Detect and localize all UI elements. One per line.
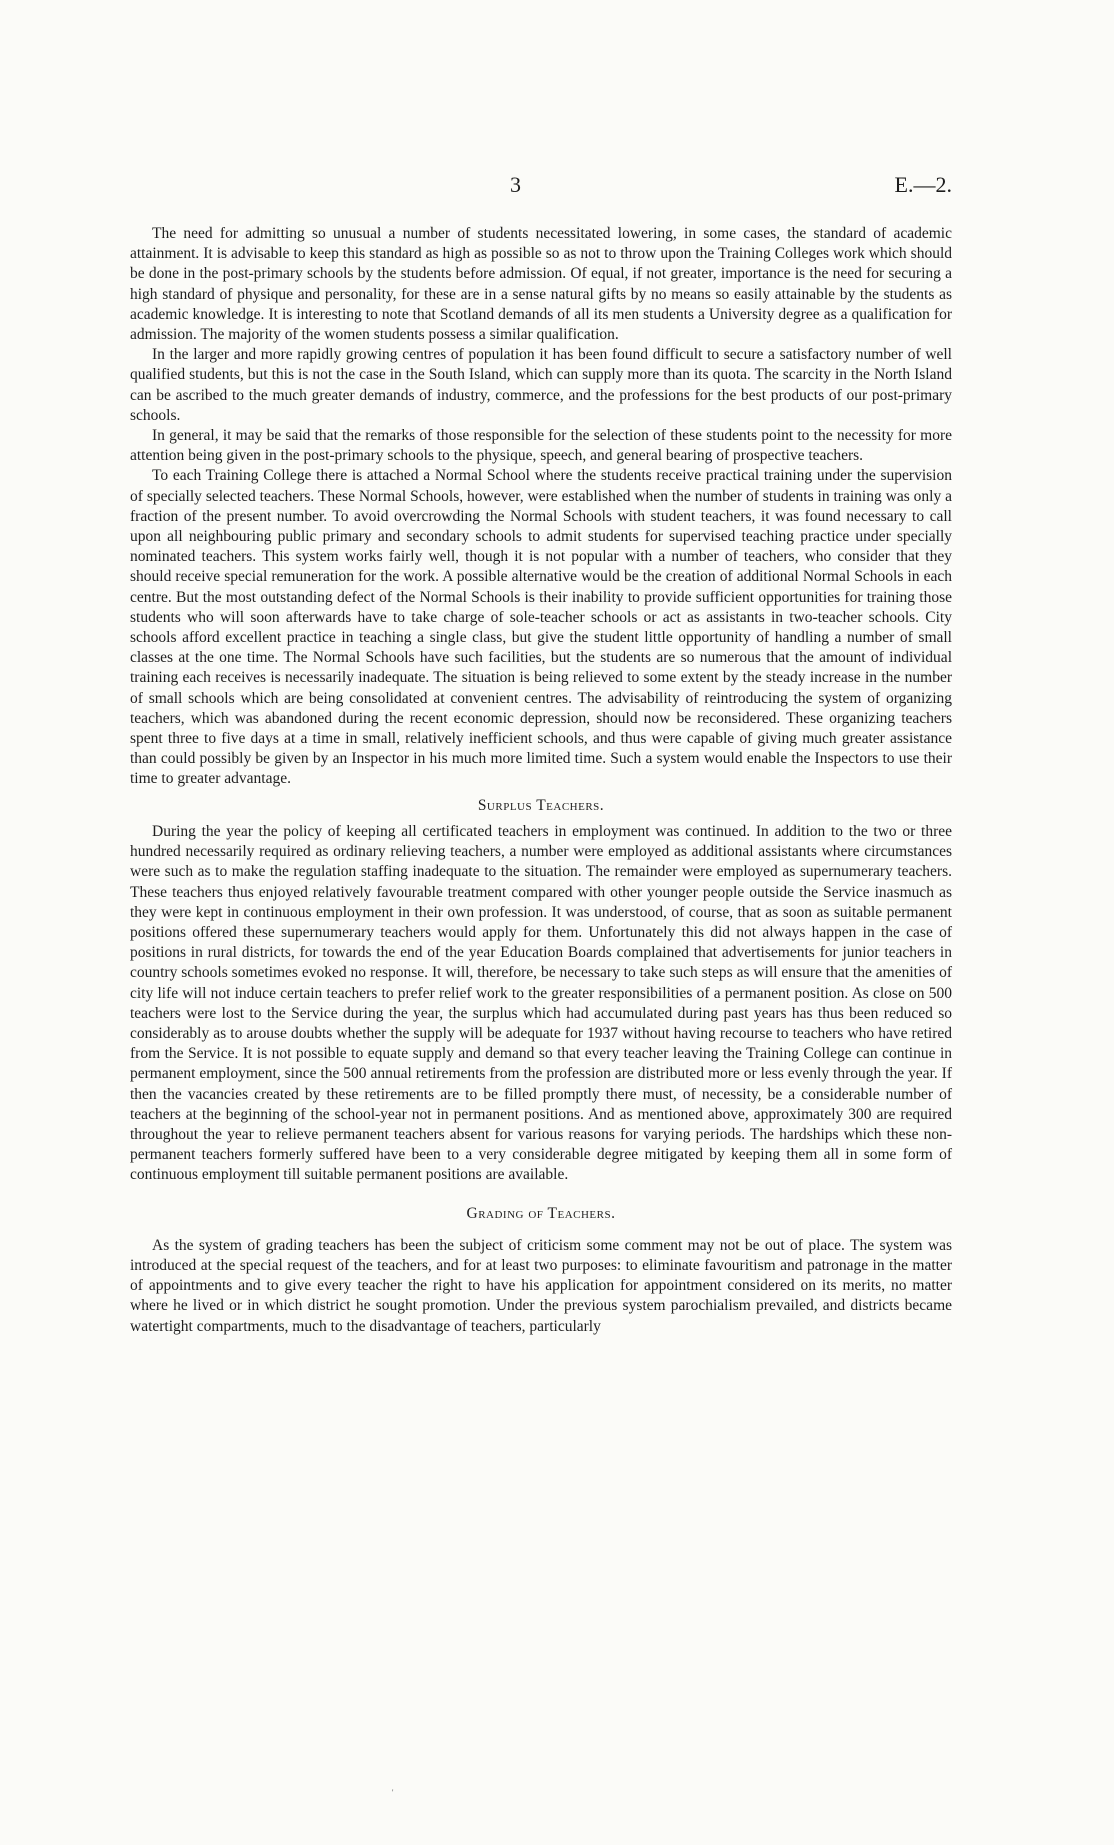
paragraph: As the system of grading teachers has been the subject of criticism some comment may not be out of place. The system was introduced at the special request of the teachers, and for at least two purposes: to eliminate favouritism and patronage in the matter of appointments and to give every teacher the right to have his application for appointment considered on its merits, no matter where he lived or in which district he sought promotion. Under the previous system parochialism prevailed, and districts became watertight compartments, much to the disadvantage of teachers, particularly [130,1236,952,1335]
document-body [130,224,952,1337]
paragraph: To each Training College there is attached a Normal School where the students receive practical training under the supervision of specially selected teachers. These Normal Schools, however, were established when the number of students in training was only a fraction of the present number. To avoid overcrowding the Normal Schools with student teachers, it was found necessary to call upon all neighbouring public primary and secondary schools to admit students for supervised teaching practice under specially nominated teachers. This system works fairly well, though it is not popular with a number of teachers, who consider that they should receive special remuneration for the work. A possible alternative would be the creation of additional Normal Schools in each centre. But the most outstanding defect of the Normal Schools is their inability to provide sufficient opportunities for training those students who will soon afterwards have to take charge of sole-teacher schools or act as assistants in two-teacher schools. City schools afford excellent practice in teaching a single class, but give the student little opportunity of handling a number of small classes at the one time. The Normal Schools have such facilities, but the students are so numerous that the amount of individual training each receives is necessarily inadequate. The situation is being relieved to some extent by the steady increase in the number of small schools which are being consolidated at convenient centres. The advisability of reintroducing the system of organizing teachers, which was abandoned during the recent economic depression, should now be reconsidered. These organizing teachers spent three to five days at a time in small, relatively inefficient schools, and thus were capable of giving much greater assistance than could possibly be given by an Inspector in his much more limited time. Such a system would enable the Inspectors to use their time to greater advantage. [130,467,952,788]
paragraph: During the year the policy of keeping all certificated teachers in employment was continued. In addition to the two or three hundred necessarily required as ordinary relieving teachers, a number were employed as additional assistants where circumstances were such as to make the regulation staffing inadequate to the situation. The remainder were employed as supernumerary teachers. These teachers thus enjoyed relatively favourable treatment compared with other younger people outside the Service inasmuch as they were kept in continuous employment in their own profession. It was understood, of course, that as soon as suitable permanent positions offered these supernumerary teachers would apply for them. Unfortunately this did not always happen in the case of positions in rural districts, for towards the end of the year Education Boards complained that advertisements for junior teachers in country schools sometimes evoked no response. It will, therefore, be necessary to take such steps as will ensure that the amenities of city life will not induce certain teachers to prefer relief work to the greater responsibilities of a permanent position. As close on 500 teachers were lost to the Service during the year, the surplus which had accumulated during past years has thus been reduced so considerably as to arouse doubts whether the supply will be adequate for 1937 without having recourse to teachers who have retired from the Service. It is not possible to equate supply and demand so that every teacher leaving the Training College can continue in permanent employment, since the 500 annual retirements from the profession are distributed more or less evenly through the year. If then the vacancies created by these retirements are to be filled promptly there must, of necessity, be a considerable number of teachers at the beginning of the school-year not in permanent positions. And as mentioned above, approximately 300 are required throughout the year to relieve permanent teachers absent for various reasons for varying periods. The hardships which these non-permanent teachers formerly suffered have been to a very considerable degree mitigated by keeping them all in some form of continuous employment till suitable permanent positions are available. [130,822,952,1184]
page-number: 3 [510,172,521,197]
stray-mark: ' [392,1788,394,1797]
document-reference: E.—2. [894,172,952,197]
page-header [130,172,952,202]
section-heading-surplus-teachers: Surplus Teachers. [477,796,605,814]
paragraph: In the larger and more rapidly growing centres of population it has been found difficult to secure a satisfactory number of well qualified students, but this is not the case in the South Island, which can supply more than its quota. The scarcity in the North Island can be ascribed to the much greater demands of industry, commerce, and the professions for the best products of our post-primary schools. [130,346,952,424]
section-heading-grading-of-teachers: Grading of Teachers. [466,1204,616,1222]
paragraph: The need for admitting so unusual a number of students necessitated lowering, in some cases, the standard of academic attainment. It is advisable to keep this standard as high as possible so as not to throw upon the Training Colleges work which should be done in the post-primary schools by the students before admission. Of equal, if not greater, importance is the need for securing a high standard of physique and personality, for these are in a sense natural gifts by no means so easily attainable by the students as academic knowledge. It is interesting to note that Scotland demands of all its men students a University degree as a qualification for admission. The majority of the women students possess a similar qualification. [130,225,952,344]
paragraph: In general, it may be said that the remarks of those responsible for the selection of these students point to the necessity for more attention being given in the post-primary schools to the physique, speech, and general bearing of prospective teachers. [130,427,952,465]
